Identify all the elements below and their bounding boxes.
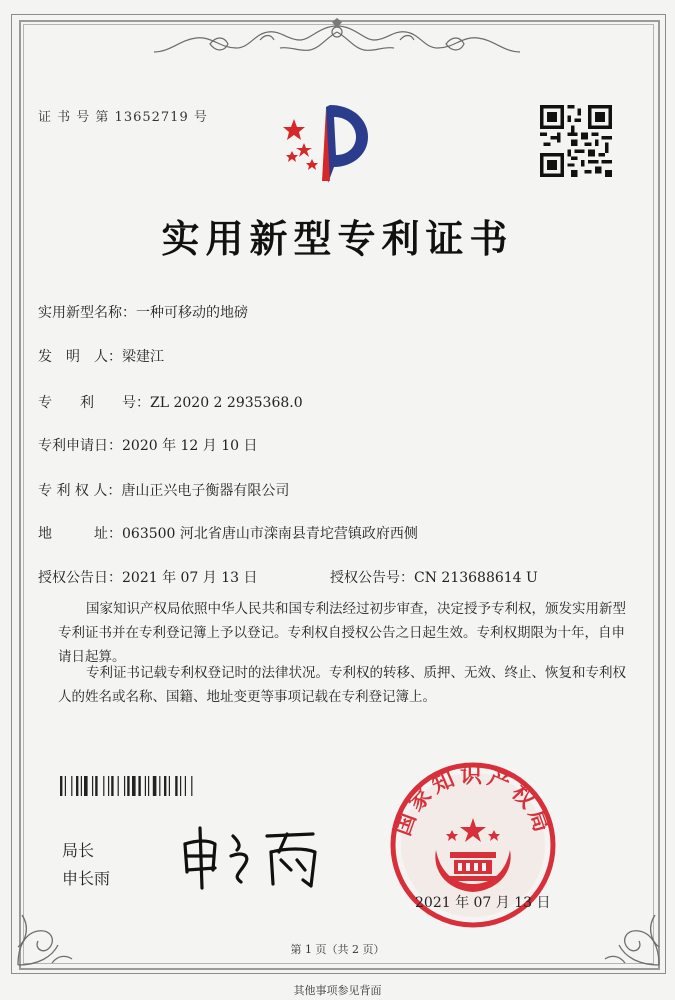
barcode-icon	[60, 776, 242, 796]
body-paragraph-2: 专利证书记载专利权登记时的法律状况。专利权的转移、质押、无效、终止、恢复和专利权人的姓名或名称、国籍、地址变更等事项记载在专利登记簿上。	[58, 665, 626, 705]
utility-model-name-label: 实用新型名称：	[38, 305, 136, 321]
body-paragraph-1: 国家知识产权局依照中华人民共和国专利法经过初步审查，决定授予专利权，颁发实用新型专利证书并在专利登记簿上予以登记。专利权自授权公告之日起生效。专利权期限为十年，自申请日起算。	[58, 601, 626, 665]
director-title: 局长	[62, 841, 95, 860]
patent-number-label: 专 利 号：	[38, 395, 150, 411]
grant-number-row	[330, 567, 538, 587]
patentee-value: 唐山正兴电子衡器有限公司	[121, 483, 290, 499]
utility-model-name-row	[38, 302, 248, 322]
page-number: 第 1 页（共 2 页）	[290, 943, 385, 956]
filing-date-row	[38, 435, 258, 455]
qr-code-icon	[540, 105, 612, 177]
patentee-label: 专 利 权 人：	[38, 483, 122, 499]
footer-note: 其他事项参见背面	[293, 984, 382, 997]
utility-model-name-value: 一种可移动的地磅	[136, 305, 248, 321]
top-ornament	[150, 18, 525, 68]
grant-number-value: CN 213688614 U	[414, 570, 538, 586]
cnipa-logo-icon	[272, 95, 392, 185]
patent-number-value: ZL 2020 2 2935368.0	[150, 395, 303, 411]
inventor-value: 梁建江	[122, 349, 164, 365]
address-row	[38, 523, 418, 543]
seal-text: 国家知识产权局	[390, 763, 556, 840]
certificate-number-value: 13652719	[114, 110, 189, 125]
grant-date-value: 2021 年 07 月 13 日	[122, 570, 258, 586]
certificate-number-suffix: 号	[193, 110, 208, 125]
grant-date-row	[38, 567, 258, 587]
address-value: 063500 河北省唐山市滦南县青坨营镇政府西侧	[122, 526, 418, 542]
inventor-row	[38, 346, 164, 366]
seal-date: 2021 年 07 月 13 日	[415, 895, 551, 911]
patentee-row	[38, 480, 289, 500]
director-name: 申长雨	[62, 869, 111, 888]
certificate-title: 实用新型专利证书	[161, 216, 514, 261]
filing-date-label: 专利申请日：	[38, 438, 122, 454]
patent-number-row	[38, 392, 303, 412]
grant-number-label: 授权公告号：	[330, 570, 414, 586]
address-label: 地 址：	[38, 526, 122, 542]
certificate-number	[38, 106, 208, 125]
certificate-number-label: 证 书 号 第	[38, 110, 110, 125]
filing-date-value: 2020 年 12 月 10 日	[122, 438, 258, 454]
handwritten-signature	[175, 822, 335, 892]
inventor-label: 发 明 人：	[38, 349, 122, 365]
grant-date-label: 授权公告日：	[38, 570, 122, 586]
